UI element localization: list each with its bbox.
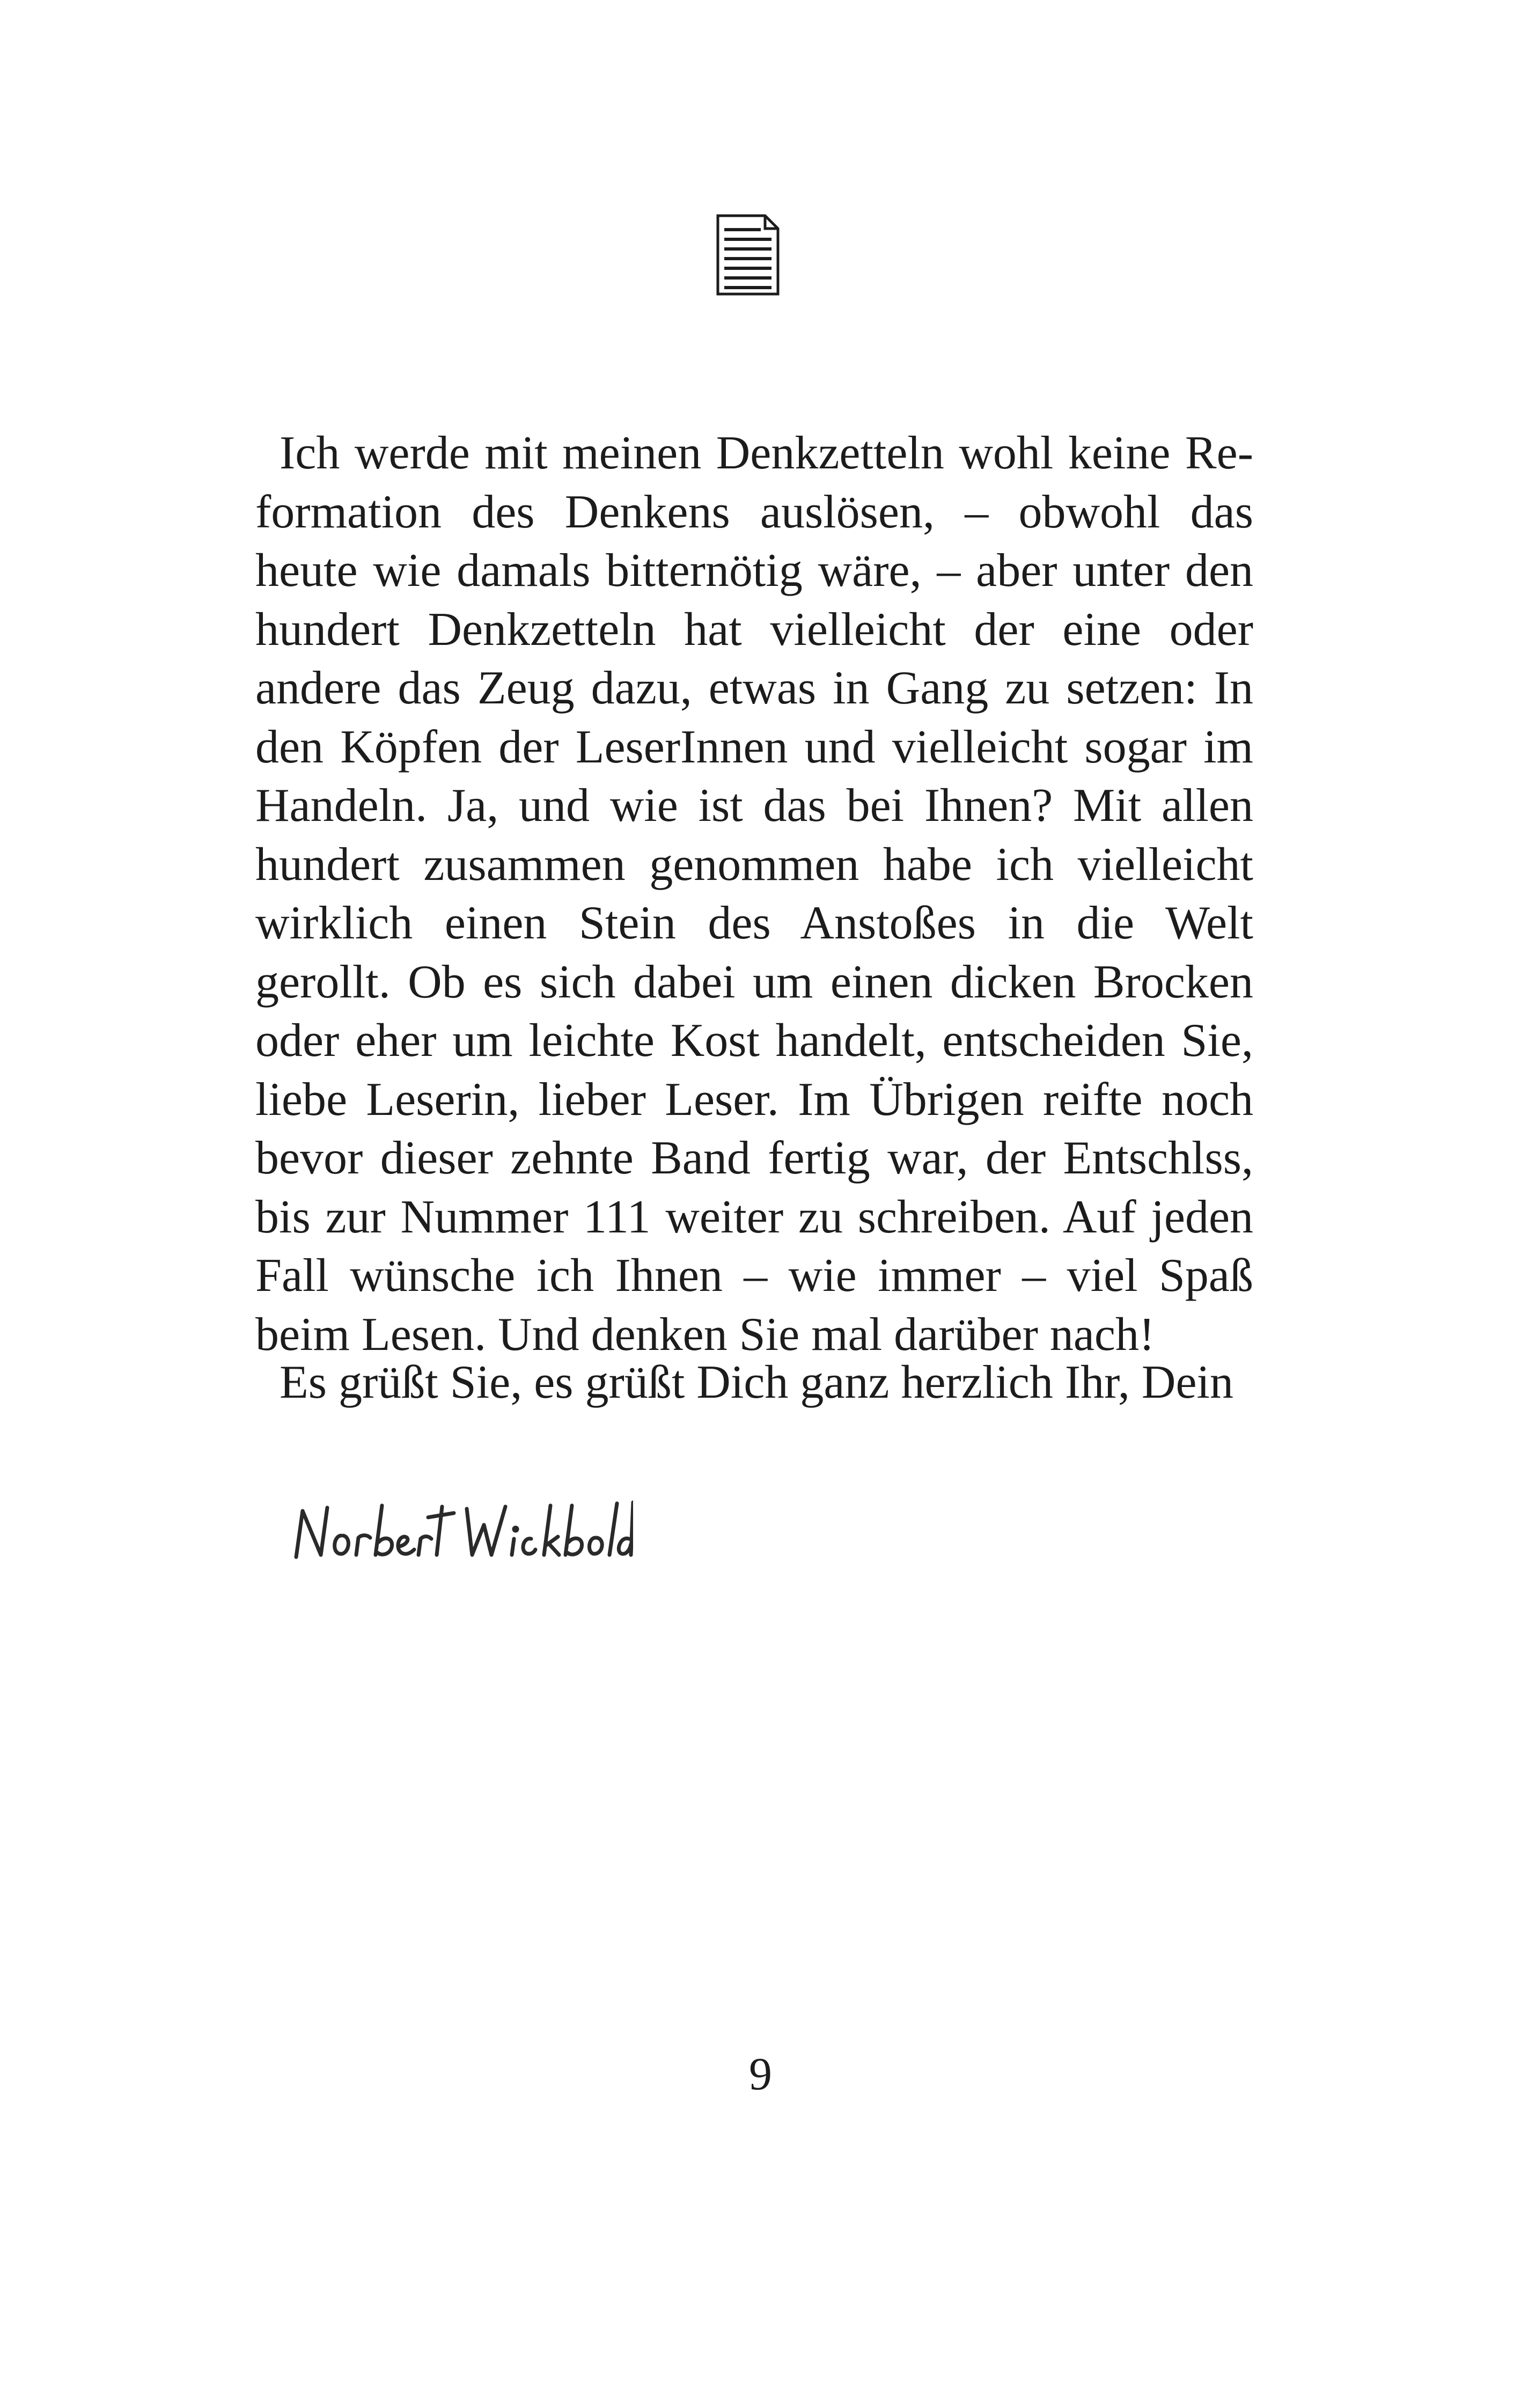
body-text: [255, 424, 1253, 1364]
handwritten-signature: [290, 1486, 633, 1577]
page-number: 9: [749, 2048, 772, 2099]
closing-greeting: Es grüßt Sie, es grüßt Dich ganz herzlich Ihr, Dein: [280, 1356, 1233, 1408]
main-paragraph: Ich werde mit meinen Denkzetteln wohl keine Reformation des Denkens auslösen, – obwohl das heute wie damals bitternötig wäre, – aber unter den hundert Denkzetteln hat vielleicht der eine oder andere das Zeug dazu, etwas in Gang zu setzen: In den Köpfen der LeserInnen und vielleicht sogar im Handeln. Ja, und wie ist das bei Ihnen? Mit allen hundert zusammen genommen habe ich vielleicht wirklich einen Stein des Anstoßes in die Welt gerollt. Ob es sich dabei um einen dicken Brocken oder eher um leichte Kost handelt, entscheiden Sie, liebe Leserin, lieber Leser. Im Übrigen reifte noch bevor dieser zehnte Band fertig war, der Entschlss, bis zur Nummer 111 weiter zu schreiben. Auf jeden Fall wünsche ich Ihnen – wie immer – viel Spaß beim Lesen. Und denken Sie mal darüber nach!: [255, 427, 1253, 1361]
document-icon: [716, 214, 780, 296]
